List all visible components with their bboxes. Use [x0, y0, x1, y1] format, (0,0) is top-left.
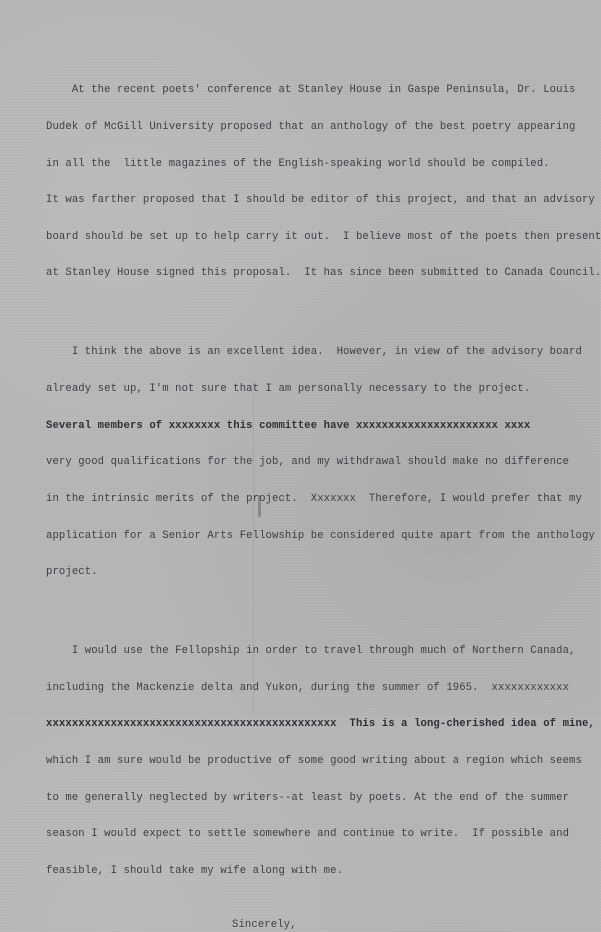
text-line: I would use the Fellopship in order to travel through much of Northern Canada,	[46, 645, 576, 658]
text-line: very good qualifications for the job, and my withdrawal should make no difference	[46, 456, 570, 469]
text-line: season I would expect to settle somewhere and continue to write. If possible and	[46, 828, 570, 841]
paragraph-1	[46, 60, 601, 304]
paragraph-2	[46, 322, 595, 603]
text-line: Dudek of McGill University proposed that an anthology of the best poetry appearing	[46, 121, 576, 134]
text-line: at Stanley House signed this proposal. It has since been submitted to Canada Council.	[46, 267, 601, 280]
text-line-with-strikeout: xxxxxxxxxxxxxxxxxxxxxxxxxxxxxxxxxxxxxxxxxxxxx This is a long-cherished idea of mine,	[46, 718, 595, 731]
text-line-with-strikeout: including the Mackenzie delta and Yukon, during the summer of 1965. xxxxxxxxxxxx	[46, 681, 570, 694]
text-line-with-strikeout: in the intrinsic merits of the project. Xxxxxxx Therefore, I would prefer that my	[46, 492, 582, 505]
closing-salutation: Sincerely,	[232, 919, 297, 932]
text-line: application for a Senior Arts Fellowship be considered quite apart from the anthology	[46, 529, 595, 542]
text-line: board should be set up to help carry it out. I believe most of the poets then present	[46, 230, 601, 243]
typewritten-letter	[46, 60, 601, 932]
text-line: project.	[46, 566, 98, 579]
text-line: At the recent poets' conference at Stanley House in Gaspe Peninsula, Dr. Louis	[46, 84, 576, 97]
text-line: I think the above is an excellent idea. However, in view of the advisory board	[46, 346, 582, 359]
text-line: feasible, I should take my wife along with me.	[46, 864, 344, 877]
paragraph-3	[46, 621, 595, 902]
text-line: which I am sure would be productive of some good writing about a region which seems	[46, 754, 582, 767]
text-line: already set up, I'm not sure that I am personally necessary to the project.	[46, 383, 531, 396]
text-line: It was farther proposed that I should be editor of this project, and that an advisory	[46, 194, 595, 207]
text-line: to me generally neglected by writers--at least by poets. At the end of the summer	[46, 791, 570, 804]
text-line-with-strikeout: Several members of xxxxxxxx this committee have xxxxxxxxxxxxxxxxxxxxxx xxxx	[46, 419, 531, 432]
text-line: in all the little magazines of the English-speaking world should be compiled.	[46, 157, 550, 170]
